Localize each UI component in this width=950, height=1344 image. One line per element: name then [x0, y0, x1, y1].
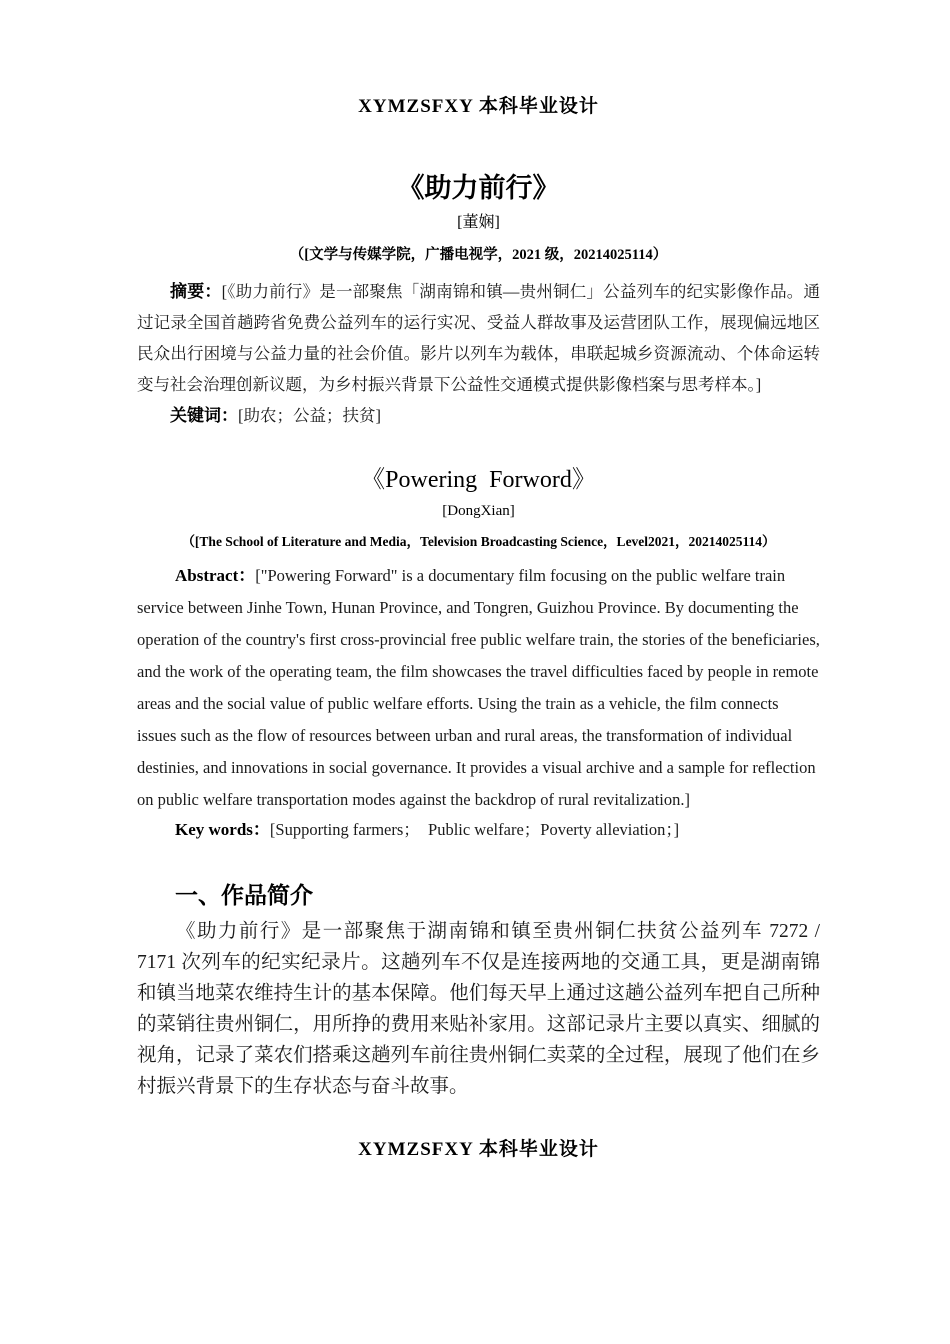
- page-header: XYMZSFXY 本科毕业设计: [358, 96, 599, 117]
- english-author: [DongXian]: [442, 503, 515, 519]
- chinese-keywords-label: 关键词：: [170, 406, 238, 425]
- english-affiliation: （[The School of Literature and Media，Television Broadcasting Science，Level2021，20214025114）: [181, 534, 776, 549]
- english-keywords: [137, 818, 820, 842]
- page-footer: XYMZSFXY 本科毕业设计: [358, 1139, 599, 1160]
- english-abstract-text: ["Powering Forward" is a documentary film focusing on the public welfare train service between Jinhe Town, Hunan Province, and Tongren, Guizhou Province. By documenting the operation of the country's first cross-provincial free public welfare train, the stories of the beneficiaries, and the work of the operating team, the film showcases the travel difficulties faced by people in remote areas and the social value of public welfare efforts. Using the train as a vehicle, the film connects issues such as the flow of resources between urban and rural areas, the transformation of individual destinies, and innovations in social governance. It provides a visual archive and a sample for reflection on public welfare transportation modes against the backdrop of rural revitalization.]: [137, 566, 820, 809]
- chinese-title: 《助力前行》: [397, 173, 560, 203]
- english-abstract: [137, 560, 820, 816]
- english-keywords-label: Key words：: [175, 820, 270, 839]
- chinese-abstract-label: 摘要：: [170, 282, 222, 301]
- english-title: 《Powering Forword》: [361, 467, 596, 493]
- english-keywords-text: [Supporting farmers； Public welfare；Poverty alleviation；]: [269, 820, 680, 839]
- chinese-abstract-text: [《助力前行》是一部聚焦「湖南锦和镇—贵州铜仁」公益列车的纪实影像作品。通过记录全国首趟跨省免费公益列车的运行实况、受益人群故事及运营团队工作，展现偏远地区民众出行困境与公益力量的社会价值。影片以列车为载体，串联起城乡资源流动、个体命运转变与社会治理创新议题，为乡村振兴背景下公益性交通模式提供影像档案与思考样本。]: [137, 282, 821, 394]
- chinese-abstract: [137, 276, 820, 400]
- english-abstract-label: Abstract：: [175, 566, 256, 585]
- chinese-author: [董娴]: [457, 214, 500, 231]
- chinese-affiliation: （[文学与传媒学院，广播电视学，2021 级，20214025114）: [289, 247, 668, 263]
- chinese-keywords-text: [助农；公益；扶贫]: [238, 406, 381, 425]
- chinese-keywords: [137, 400, 820, 431]
- section-heading-work-introduction: 一、作品简介: [175, 882, 313, 908]
- section-body-paragraph: 《助力前行》是一部聚焦于湖南锦和镇至贵州铜仁扶贫公益列车 7272 / 7171 次列车的纪实纪录片。这趟列车不仅是连接两地的交通工具，更是湖南锦和镇当地菜农维持生计的基本保障。他们每天早上通过这趟公益列车把自己所种的菜销往贵州铜仁，用所挣的费用来贴补家用。这部记录片主要以真实、细腻的视角，记录了菜农们搭乘这趟列车前往贵州铜仁卖菜的全过程，展现了他们在乡村振兴背景下的生存状态与奋斗故事。: [137, 921, 820, 1097]
